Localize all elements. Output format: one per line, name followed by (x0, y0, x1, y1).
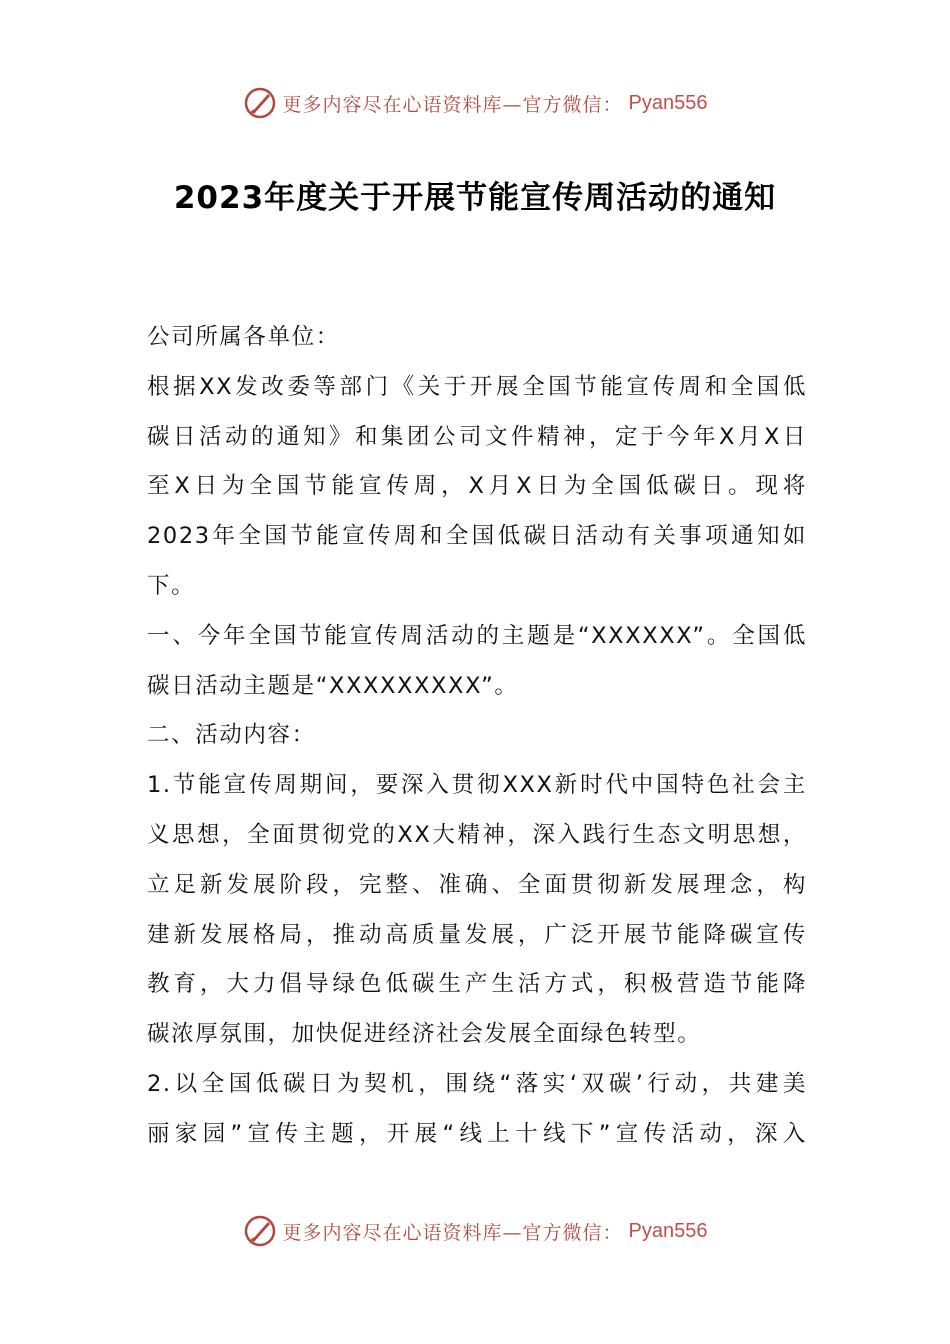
body-line: 1.节能宣传周期间，要深入贯彻XXX新时代中国特色社会主 (147, 772, 807, 799)
section-heading: 二、活动内容： (147, 722, 316, 749)
body-line: 立足新发展阶段，完整、准确、全面贯彻新发展理念，构 (147, 871, 807, 898)
salutation-line: 公司所属各单位： (147, 324, 340, 350)
body-line: 碳日活动主题是“XXXXXXXXX”。 (147, 672, 519, 699)
body-line: 教育，大力倡导绿色低碳生产生活方式，积极营造节能降 (147, 971, 807, 998)
body-line: 2023年全国节能宣传周和全国低碳日活动有关事项通知如 (147, 523, 807, 550)
watermark-text: 更多内容尽在心语资料库—官方微信： (282, 1221, 623, 1244)
body-line: 根据XX发改委等部门《关于开展全国节能宣传周和全国低 (147, 373, 807, 400)
body-line: 义思想，全面贯彻党的XX大精神，深入践行生态文明思想， (147, 821, 807, 848)
footer-watermark-banner (0, 1211, 950, 1251)
wechat-id: Pyan556 (628, 1219, 708, 1242)
document-title: 2023年度关于开展节能宣传周活动的通知 (173, 180, 777, 216)
body-line: 建新发展格局，推动高质量发展，广泛开展节能降碳宣传 (147, 921, 807, 948)
body-line: 碳日活动的通知》和集团公司文件精神，定于今年X月X日 (147, 423, 807, 450)
body-line: 至X日为全国节能宣传周，X月X日为全国低碳日。现将 (147, 473, 807, 500)
body-line: 下。 (147, 572, 196, 599)
watermark-text: 更多内容尽在心语资料库—官方微信： (282, 93, 623, 116)
header-watermark-banner (0, 83, 950, 123)
body-line: 碳浓厚氛围，加快促进经济社会发展全面绿色转型。 (147, 1021, 702, 1048)
quill-logo-icon (243, 86, 277, 120)
quill-logo-icon (243, 1214, 277, 1248)
document-body (147, 313, 807, 1160)
body-line: 丽家园”宣传主题，开展“线上十线下”宣传活动，深入 (147, 1120, 807, 1147)
body-line: 一、今年全国节能宣传周活动的主题是“XXXXXX”。全国低 (147, 622, 807, 649)
body-line: 2.以全国低碳日为契机，围绕“落实‘双碳’行动，共建美 (147, 1070, 807, 1097)
wechat-id: Pyan556 (628, 91, 708, 114)
